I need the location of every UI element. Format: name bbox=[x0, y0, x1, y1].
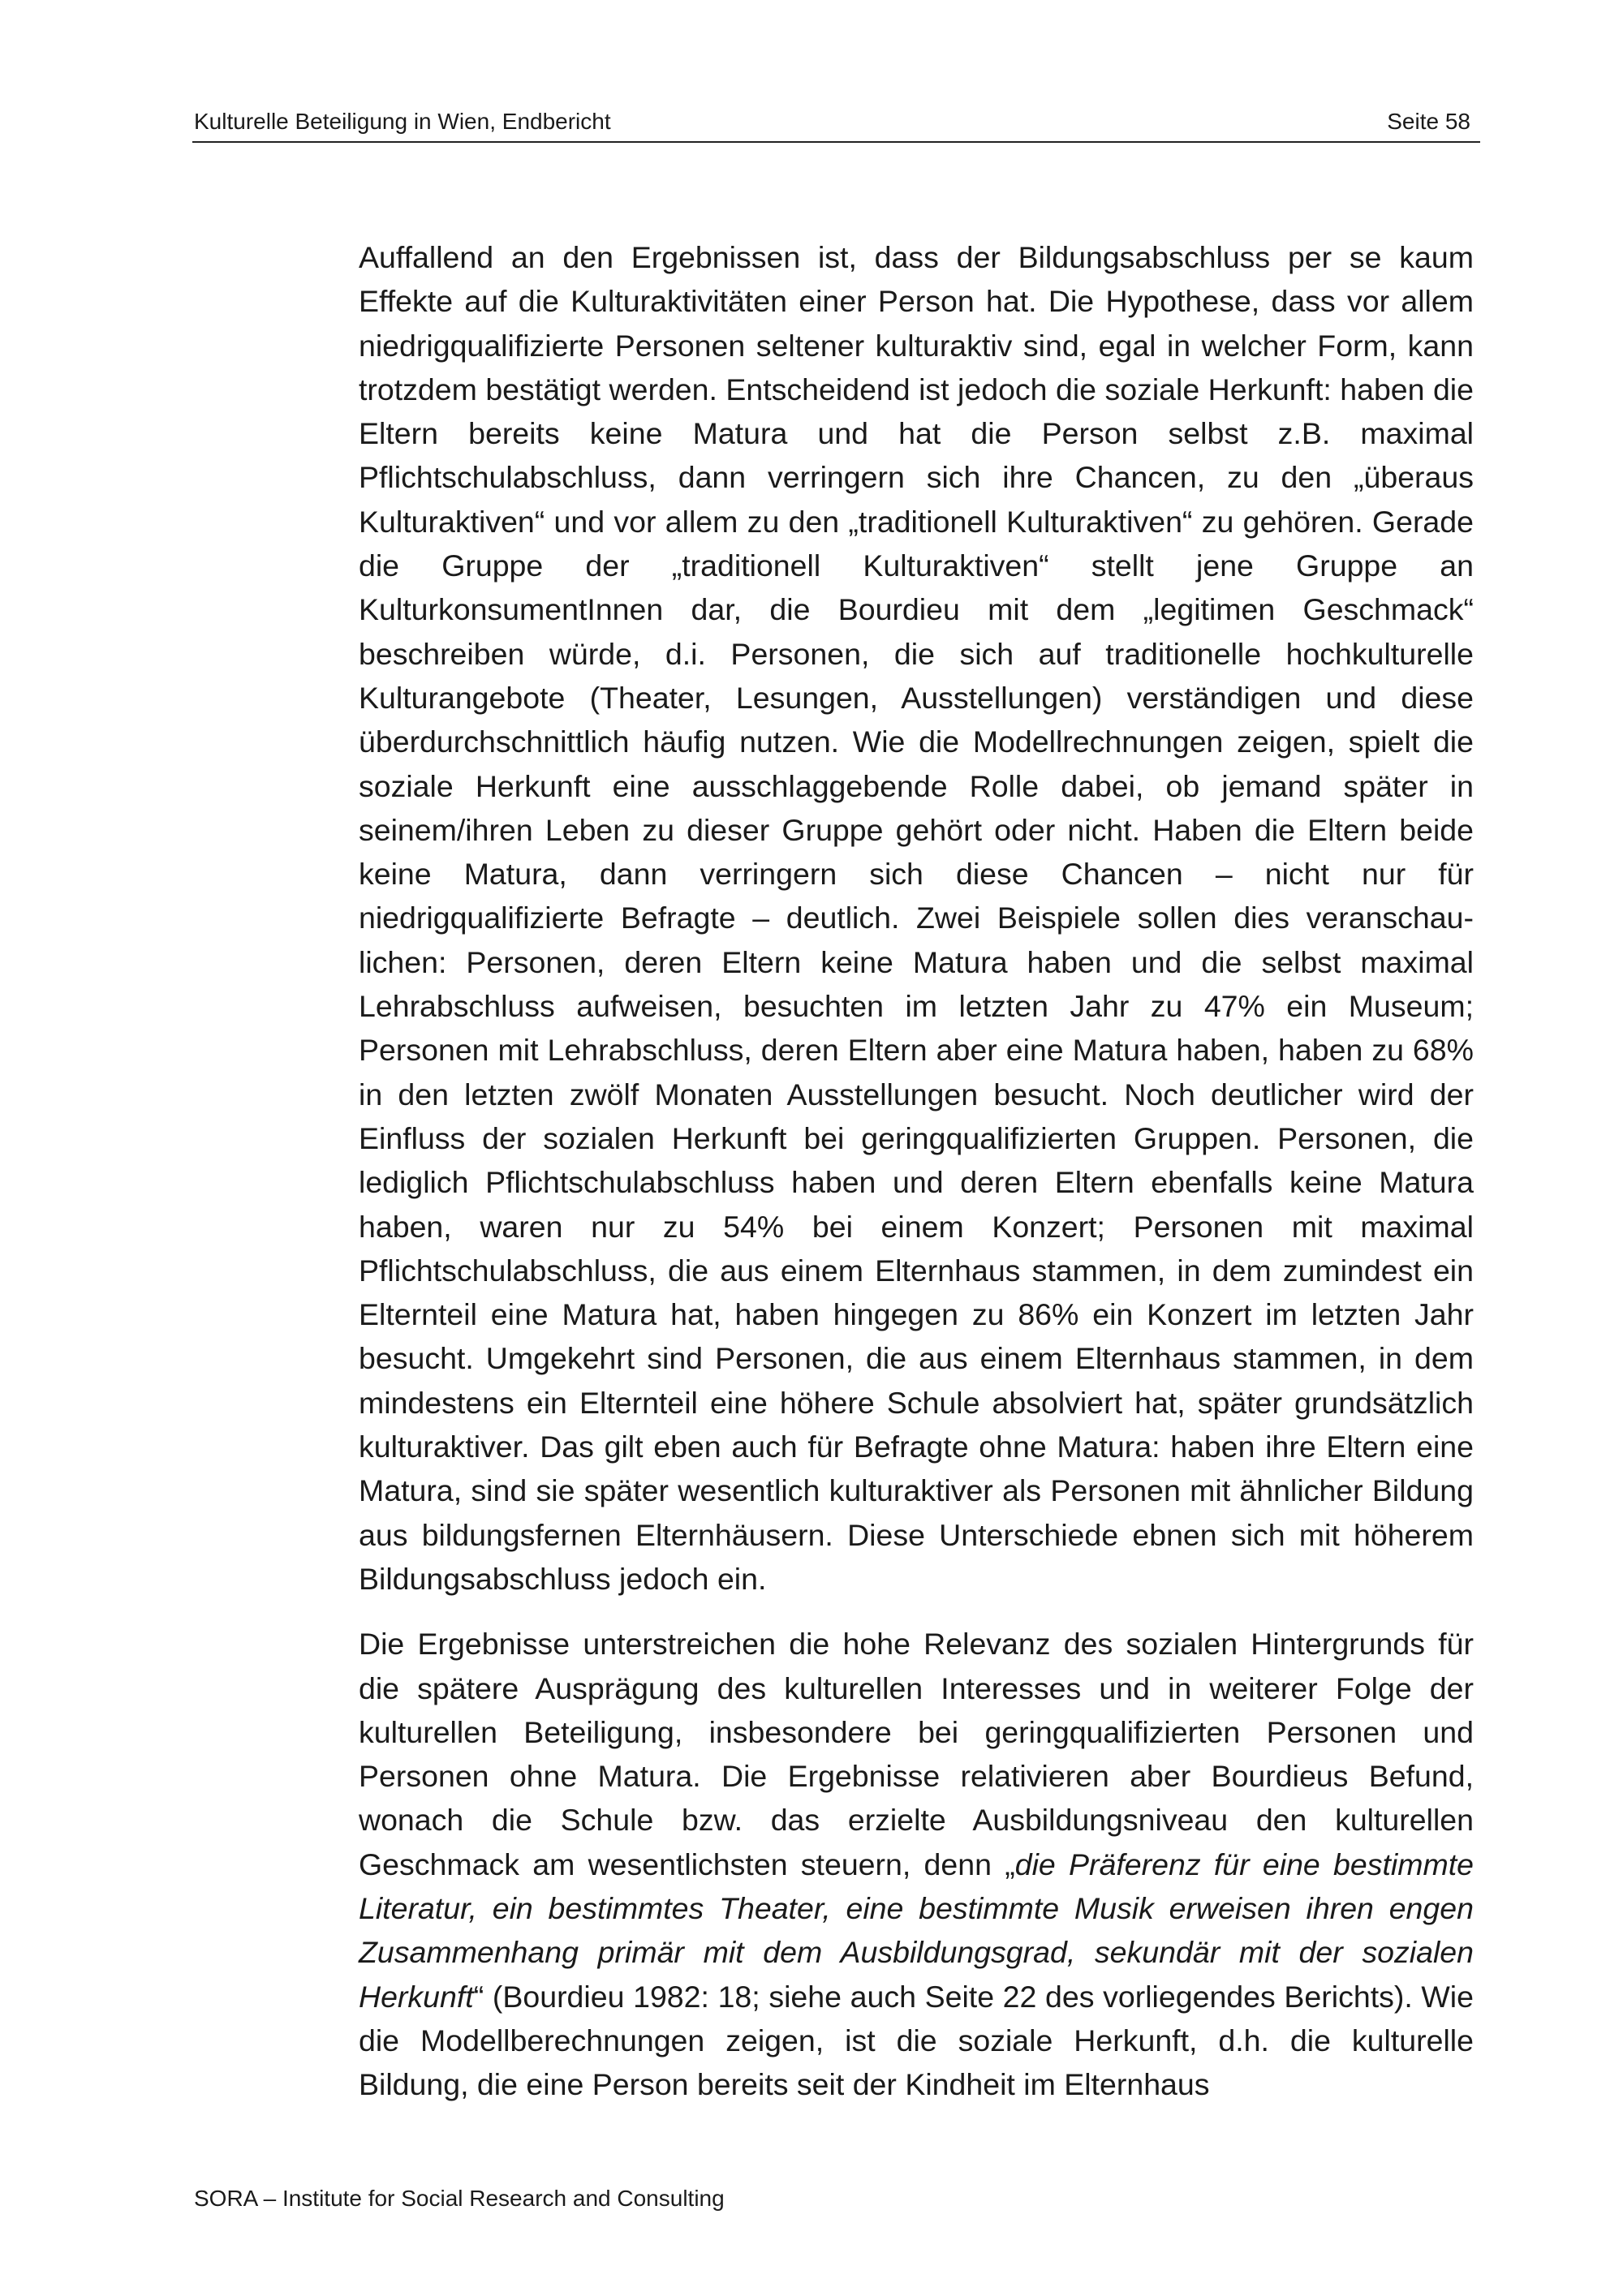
paragraph-2 bbox=[359, 1622, 1474, 2106]
running-title: Kulturelle Beteiligung in Wien, Endbericht bbox=[194, 109, 611, 134]
paragraph-2-outro: “ (Bourdieu 1982: 18; siehe auch Seite 22 des vorliegendes Berichts). Wie die Modellberechnungen zeigen, ist die soziale Herkunft, d.h. die kulturelle Bildung, die eine Person bereits seit der Kindheit im Elternhaus bbox=[359, 1979, 1474, 2102]
bourdieu-quote: die Präferenz für eine bestimmte Literatur, ein bestimmtes Theater, eine bestimmte Musik erweisen ihren engen Zusammenhang primär mit dem Ausbildungsgrad, sekundär mit der sozialen Herkunft bbox=[359, 1847, 1474, 2014]
page-header bbox=[192, 104, 1480, 143]
page-number: Seite 58 bbox=[1387, 109, 1470, 134]
paragraph-2-intro: Die Ergebnisse unterstreichen die hohe Relevanz des sozialen Hintergrunds für die spätere Ausprägung des kulturellen Interesses und in weiterer Folge der kulturellen Beteiligung, insbesondere bei geringqualifizierten Personen und Personen ohne Matura. Die Ergebnisse relativieren aber Bourdieus Befund, wonach die Schule bzw. das erzielte Ausbildungsniveau den kulturellen Geschmack am wesentlichsten steuern, denn „ bbox=[359, 1627, 1474, 1881]
paragraph-1: Auffallend an den Ergebnissen ist, dass der Bildungsabschluss per se kaum Effekte auf die Kulturaktivitäten einer Person hat. Die Hypothese, dass vor allem niedrigqualifizierte Personen seltener kulturaktiv sind, egal in welcher Form, kann trotzdem bestätigt werden. Entscheidend ist jedoch die soziale Herkunft: haben die Eltern bereits keine Matura und hat die Person selbst z.B. maximal Pflichtschulabschluss, dann verringern sich ihre Chancen, zu den „überaus Kulturaktiven“ und vor allem zu den „traditionell Kulturaktiven“ zu gehören. Gerade die Gruppe der „traditionell Kulturaktiven“ stellt jene Gruppe an KulturkonsumentInnen dar, die Bourdieu mit dem „legitimen Geschmack“ beschreiben würde, d.i. Personen, die sich auf traditionelle hochkulturelle Kulturangebote (Theater, Lesungen, Ausstellungen) verständigen und diese überdurchschnittlich häufig nutzen. Wie die Modellrechnungen zeigen, spielt die soziale Herkunft eine ausschlaggebende Rolle dabei, ob jemand später in seinem/ihren Leben zu dieser Gruppe gehört oder nicht. Haben die Eltern beide keine Matura, dann verringern sich diese Chancen – nicht nur für niedrigqualifizierte Befragte – deutlich. Zwei Beispiele sollen dies veranschaulichen: Personen, deren Eltern keine Matura haben und die selbst maximal Lehrabschluss aufweisen, besuchten im letzten Jahr zu 47% ein Museum; Personen mit Lehrabschluss, deren Eltern aber eine Matura haben, haben zu 68% in den letzten zwölf Monaten Ausstellungen besucht. Noch deutlicher wird der Einfluss der sozialen Herkunft bei geringqualifizierten Gruppen. Personen, die lediglich Pflichtschulabschluss haben und deren Eltern ebenfalls keine Matura haben, waren nur zu 54% bei einem Konzert; Personen mit maximal Pflichtschulabschluss, die aus einem Elternhaus stammen, in dem zumindest ein Elternteil eine Matura hat, haben hingegen zu 86% ein Konzert im letzten Jahr besucht. Umgekehrt sind Personen, die aus einem Elternhaus stammen, in dem mindestens ein Elternteil eine höhere Schule absolviert hat, später grundsätzlich kulturaktiver. Das gilt eben auch für Befragte ohne Matura: haben ihre Eltern eine Matura, sind sie später wesentlich kulturaktiver als Personen mit ähnlicher Bildung aus bildungsfernen Elternhäusern. Diese Unterschiede ebnen sich mit höherem Bildungsabschluss jedoch ein. bbox=[359, 240, 1474, 1596]
page-footer: SORA – Institute for Social Research and Consulting bbox=[194, 2186, 725, 2211]
body-text bbox=[359, 235, 1474, 2127]
